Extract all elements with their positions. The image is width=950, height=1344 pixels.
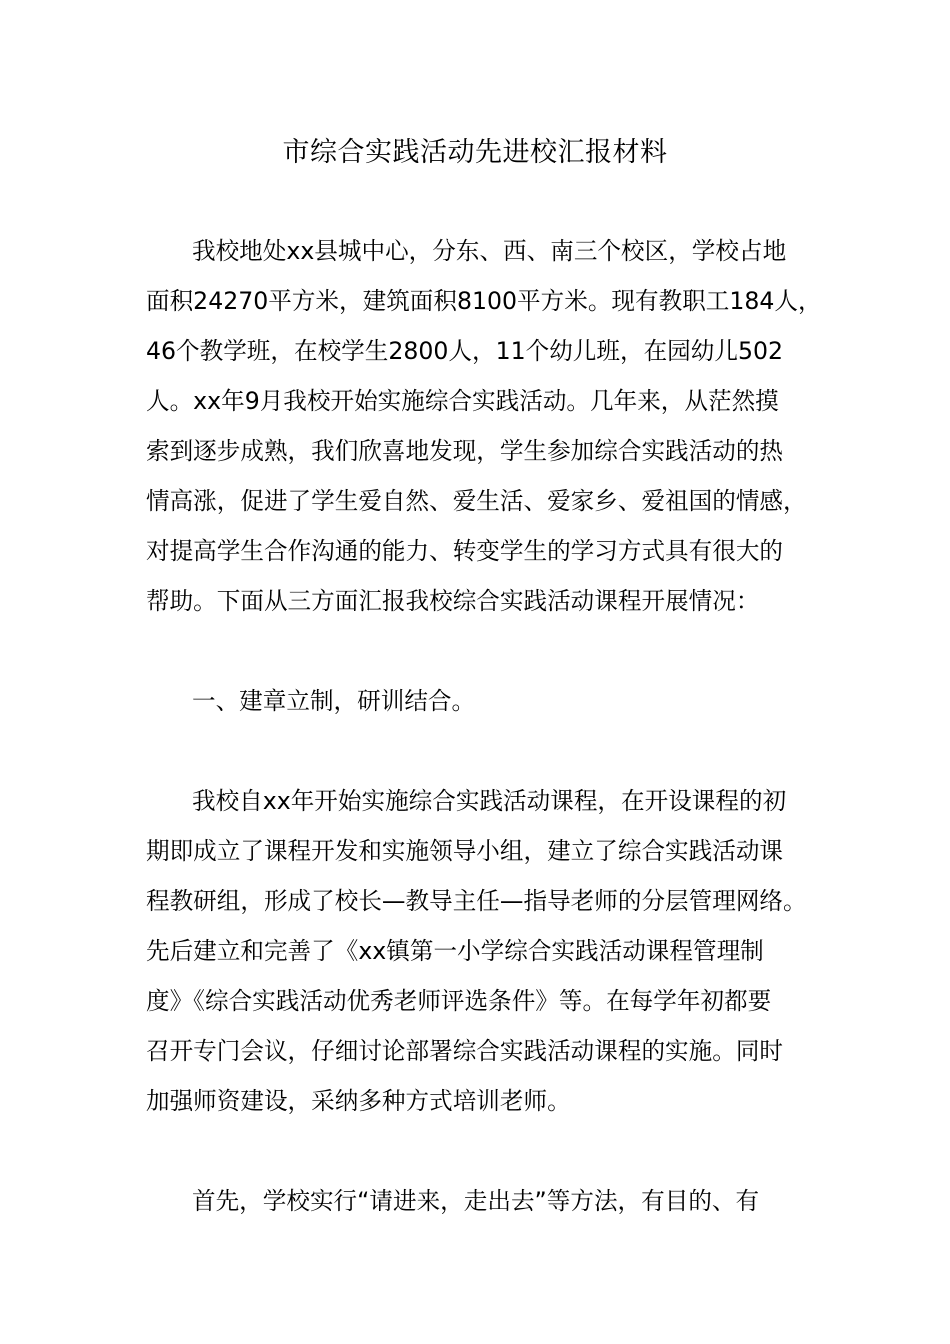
paragraph-1-line-4: 人。xx年9月我校开始实施综合实践活动。几年来，从茫然摸 — [146, 387, 779, 415]
paragraph-3-line-1: 首先，学校实行“请进来，走出去”等方法，有目的、有 — [192, 1187, 760, 1215]
paragraph-2-line-2: 期即成立了课程开发和实施领导小组，建立了综合实践活动课 — [146, 837, 784, 865]
paragraph-1-line-3: 46个教学班，在校学生2800人，11个幼儿班，在园幼儿502 — [146, 337, 783, 365]
paragraph-1-line-6: 情高涨，促进了学生爱自然、爱生活、爱家乡、爱祖国的情感， — [146, 487, 807, 515]
paragraph-2-line-6: 召开专门会议，仔细讨论部署综合实践活动课程的实施。同时 — [146, 1037, 784, 1065]
paragraph-1-line-7: 对提高学生合作沟通的能力、转变学生的学习方式具有很大的 — [146, 537, 784, 565]
paragraph-2-line-5: 度》《综合实践活动优秀老师评选条件》等。在每学年初都要 — [146, 987, 772, 1015]
paragraph-2-line-3: 程教研组，形成了校长—教导主任—指导老师的分层管理网络。 — [146, 887, 807, 915]
paragraph-2-line-1: 我校自xx年开始实施综合实践活动课程，在开设课程的初 — [192, 787, 787, 815]
paragraph-1-line-1: 我校地处xx县城中心，分东、西、南三个校区，学校占地 — [192, 237, 787, 265]
paragraph-1-line-5: 索到逐步成熟，我们欣喜地发现，学生参加综合实践活动的热 — [146, 437, 784, 465]
paragraph-2-line-7: 加强师资建设，采纳多种方式培训老师。 — [146, 1087, 571, 1115]
section-heading: 一、建章立制，研训结合。 — [192, 687, 476, 715]
paragraph-2-line-4: 先后建立和完善了《xx镇第一小学综合实践活动课程管理制 — [146, 937, 764, 965]
paragraph-1-line-8: 帮助。下面从三方面汇报我校综合实践活动课程开展情况： — [146, 587, 760, 615]
document-title: 市综合实践活动先进校汇报材料 — [282, 137, 668, 168]
paragraph-1-line-2: 面积24270平方米，建筑面积8100平方米。现有教职工184人， — [146, 287, 822, 315]
